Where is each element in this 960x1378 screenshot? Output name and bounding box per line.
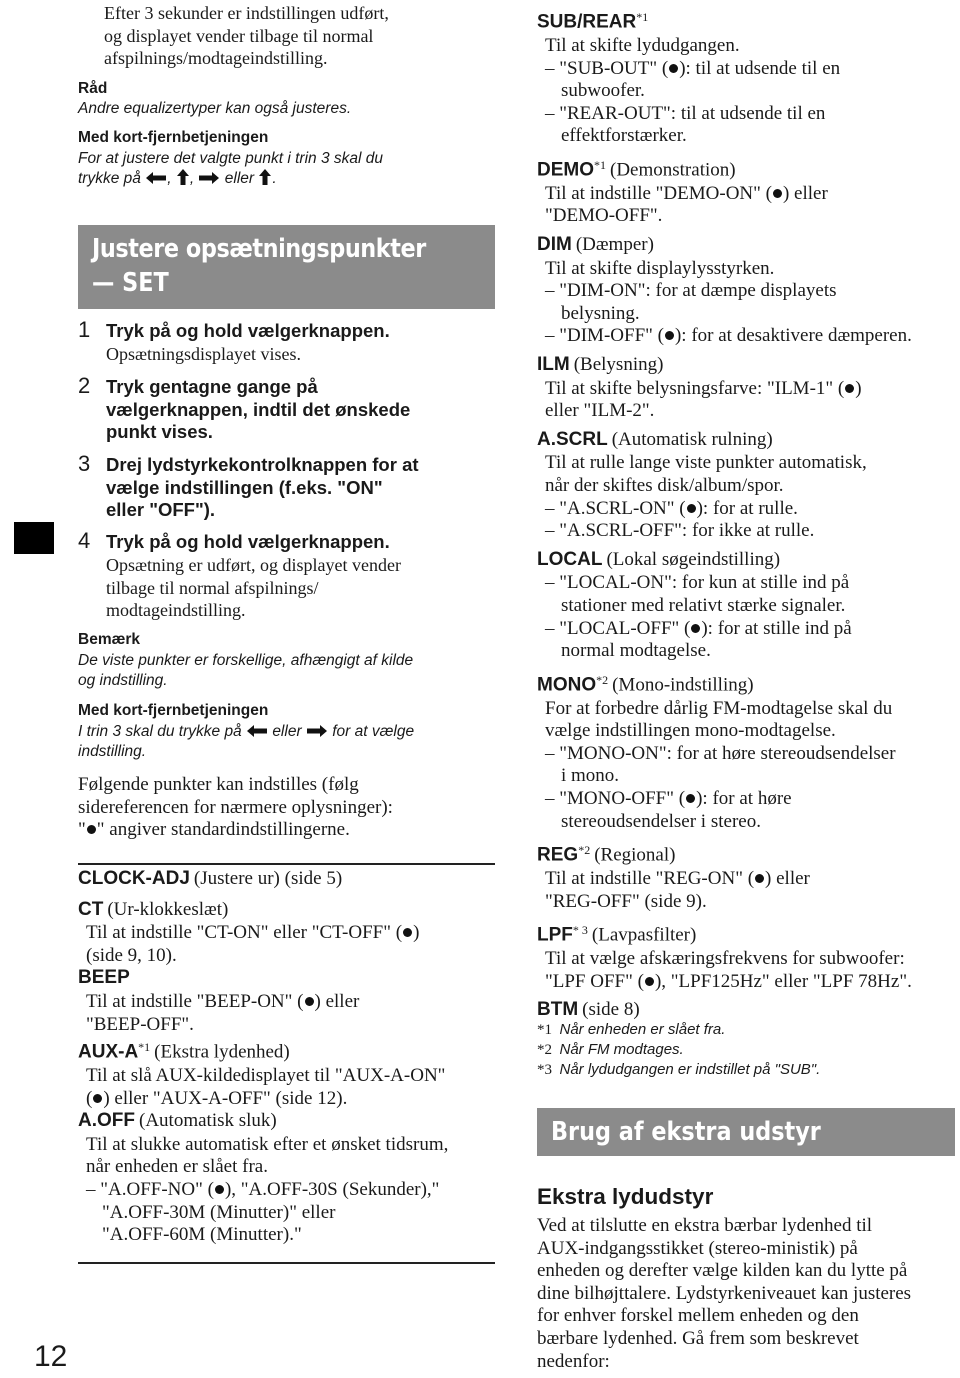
intro-line: afspilnings/modtageindstilling.: [104, 48, 328, 68]
divider-bottom: [78, 1262, 495, 1264]
default-dot-icon: [93, 1094, 102, 1103]
footnote: *3 Når lydudgangen er indstillet på "SUB".: [537, 1061, 821, 1078]
item-a-off: A.OFF (Automatisk sluk): [78, 1110, 277, 1132]
default-dot-icon: [755, 874, 764, 883]
following-text: Følgende punkter kan indstilles (følg sidereferencen for nærmere oplysninger): " " angiver standardindstillingerne.: [78, 774, 393, 840]
section-banner-set: [78, 225, 495, 309]
default-dot-icon: [645, 977, 654, 986]
intro-line: og displayet vender tilbage til normal: [104, 25, 374, 46]
step-number: 2: [78, 373, 91, 398]
remote-heading: Med kort-fjernbetjeningen: [78, 129, 269, 146]
tip-text: Andre equalizertyper kan også justeres.: [78, 100, 352, 117]
step-text: Tryk på og hold vælgerknappen.: [106, 531, 390, 552]
default-dot-icon: [773, 189, 782, 198]
section-title: Brug af ekstra udstyr: [551, 1117, 821, 1147]
note-heading: Bemærk: [78, 631, 141, 648]
right-arrow-icon: [198, 171, 220, 185]
default-dot-icon: [669, 64, 678, 73]
item-btm: BTM (side 8): [537, 999, 640, 1021]
step-text: Tryk på og hold vælgerknappen.: [106, 320, 390, 341]
subsection-heading: Ekstra lydudstyr: [537, 1184, 714, 1209]
item-dim: DIM (Dæmper): [537, 234, 654, 255]
default-dot-icon: [403, 928, 412, 937]
section-banner-external: [537, 1108, 955, 1156]
remote-line: trykke på , , eller .: [78, 170, 277, 187]
step-subtext: Opsætning er udført, og displayet vender tilbage til normal afspilnings/ modtageindstilling.: [106, 555, 401, 620]
item-ct: CT (Ur-klokkeslæt): [78, 898, 229, 920]
up-arrow-icon: [258, 169, 272, 185]
item-sub-rear: SUB/REAR$^{*1}$: [537, 10, 649, 33]
footnotes: [537, 1020, 957, 1080]
intro-text: [104, 2, 504, 70]
remote-tip-2: Med kort-fjernbetjeningen I trin 3 skal du trykke på eller for at vælge indstilling.: [78, 701, 498, 763]
footnote: *2 Når FM modtages.: [537, 1041, 684, 1058]
side-tab-marker: [14, 522, 54, 554]
remote-line: For at justere det valgte punkt i trin 3 skal du: [78, 149, 383, 167]
intro-line: Efter 3 sekunder er indstillingen udført,: [104, 3, 389, 23]
ekstra-body: Ved at tilslutte en ekstra bærbar lydenhed til AUX-indgangsstikket (stereo-ministik) på enheden og derefter vælge kilden kan du lytte på dine bilhøjttalere. Lydstyrkeniveauet kan justeres for enhver forskel mellem enheden og den bærbare lydenhed. Gå frem som beskrevet nedenfor:: [537, 1215, 912, 1372]
default-dot-icon: [305, 997, 314, 1006]
tip-block: [78, 79, 498, 119]
default-dot-icon: [687, 504, 696, 513]
step-number: 1: [78, 317, 91, 342]
item-a-scrl: A.SCRL (Automatisk rulning): [537, 428, 773, 450]
default-dot-icon: [215, 1185, 224, 1194]
step-subtext: Opsætningsdisplayet vises.: [106, 344, 302, 364]
section-title: Justere opsætningspunkter: [92, 234, 426, 264]
step-text: Tryk gentagne gange på vælgerknappen, indtil det ønskede punkt vises.: [106, 376, 411, 442]
item-mono: MONO$^{*2}$ (Mono-indstilling): [537, 672, 754, 696]
item-lpf: LPF$^{* 3}$ (Lavpasfilter): [537, 923, 697, 946]
left-arrow-icon: [246, 724, 268, 738]
item-local: LOCAL (Lokal søgeindstilling): [537, 548, 781, 570]
default-dot-icon: [87, 825, 96, 834]
settings-list-left: CLOCK-ADJ (Justere ur) (side 5) CT (Ur-klokkeslæt) Til at indstille "CT-ON" eller "CT-OFF" ( ) (side 9, 10). BEEP Til at indstille "BEEP-ON" ( ) eller "BEEP-OFF". AUX-$A^{*1}$ (Ekstra lydenhed) Til at slå AUX-kildedisplayet til "AUX-A-ON" ( ) eller "AUX-A-OFF" (side 12). A.OFF (Automatisk sluk) Til at slukke automatisk efter et ønsket tidsrum, når enheden er slået fra. – "A.OFF-NO" ( ), "A.OFF-30S (Sekunder)," "A.OFF-30M (Minutter)" eller "A.OFF-60M (Minutter).": [78, 868, 498, 1247]
step-text: Drej lydstyrkekontrolknappen for at vælge indstillingen (f.eks. "ON" eller "OFF").: [106, 454, 419, 520]
footnote: *1 Når enheden er slået fra.: [537, 1021, 726, 1038]
step-number: 3: [78, 451, 91, 476]
settings-list-right: SUB/REAR$^{*1}$ Til at skifte lydudgangen. – "SUB-OUT" ( ): til at udsende til en subwoofer. – "REAR-OUT": til at udsende til en effektforstærker. DEMO$^{*1}$ (Demonstration) Til at indstille "DEMO-ON" ( ) eller "DEMO-OFF". DIM (Dæmper) Til at skifte displaylysstyrken. – "DIM-ON": for at dæmpe displayets belysning. – "DIM-OFF" ( ): for at desaktivere dæmperen. ILM (Belysning) Til at skifte belysningsfarve: "ILM-1" ( ) eller "ILM-2". A.SCRL (Automatisk rulning) Til at rulle lange viste punkter automatisk, når der skiftes disk/album/spor. – "A.SCRL-ON" ( ): for at rulle. – "A.SCRL-OFF": for ikke at rulle. LOCAL (Lokal søgeindstilling) – "LOCAL-ON": for kun at stille ind på stationer med relativt stærke signaler. – "LOCAL-OFF" ( ): for at stille ind på normal modtagelse. MONO$^{*2}$ (Mono-indstilling) For at forbedre dårlig FM-modtagelse skal du vælge indstillingen mono-modtagelse. – "MONO-ON": for at høre stereoudsendelser i mono. – "MONO-OFF" ( ): for at høre stereoudsendelser i stereo. REG$^{*2}$ (Regional) Til at indstille "REG-ON" ( ) eller "REG-OFF" (side 9). LPF$^{* 3}$ (Lavpasfilter) Til at vælge afskæringsfrekvens for subwoofer: "LPF OFF" ( ), "LPF125Hz" eller "LPF 78Hz". BTM (side 8): [537, 6, 957, 1023]
remote-heading: Med kort-fjernbetjeningen: [78, 702, 269, 719]
item-beep: BEEP: [78, 967, 130, 989]
default-dot-icon: [686, 794, 695, 803]
remote-tip-1: [78, 128, 498, 190]
note-block: Bemærk De viste punkter er forskellige, afhængigt af kilde og indstilling.: [78, 630, 498, 692]
item-aux-a: AUX-$A^{*1}$ (Ekstra lydenhed): [78, 1040, 290, 1063]
item-clock-adj: CLOCK-ADJ (Justere ur) (side 5): [78, 868, 343, 889]
item-demo: DEMO$^{*1}$ (Demonstration): [537, 157, 736, 181]
right-arrow-icon: [306, 724, 328, 738]
default-dot-icon: [691, 624, 700, 633]
item-reg: REG$^{*2}$ (Regional): [537, 843, 676, 866]
default-dot-icon: [665, 331, 674, 340]
section-subtitle: — SET: [92, 268, 169, 298]
divider-top: [78, 863, 495, 865]
tip-heading: Råd: [78, 80, 108, 97]
up-arrow-icon: [176, 169, 190, 185]
default-dot-icon: [845, 384, 854, 393]
item-ilm: ILM (Belysning): [537, 353, 664, 375]
step-number: 4: [78, 528, 91, 553]
left-arrow-icon: [145, 171, 167, 185]
page-number: 12: [34, 1340, 68, 1373]
